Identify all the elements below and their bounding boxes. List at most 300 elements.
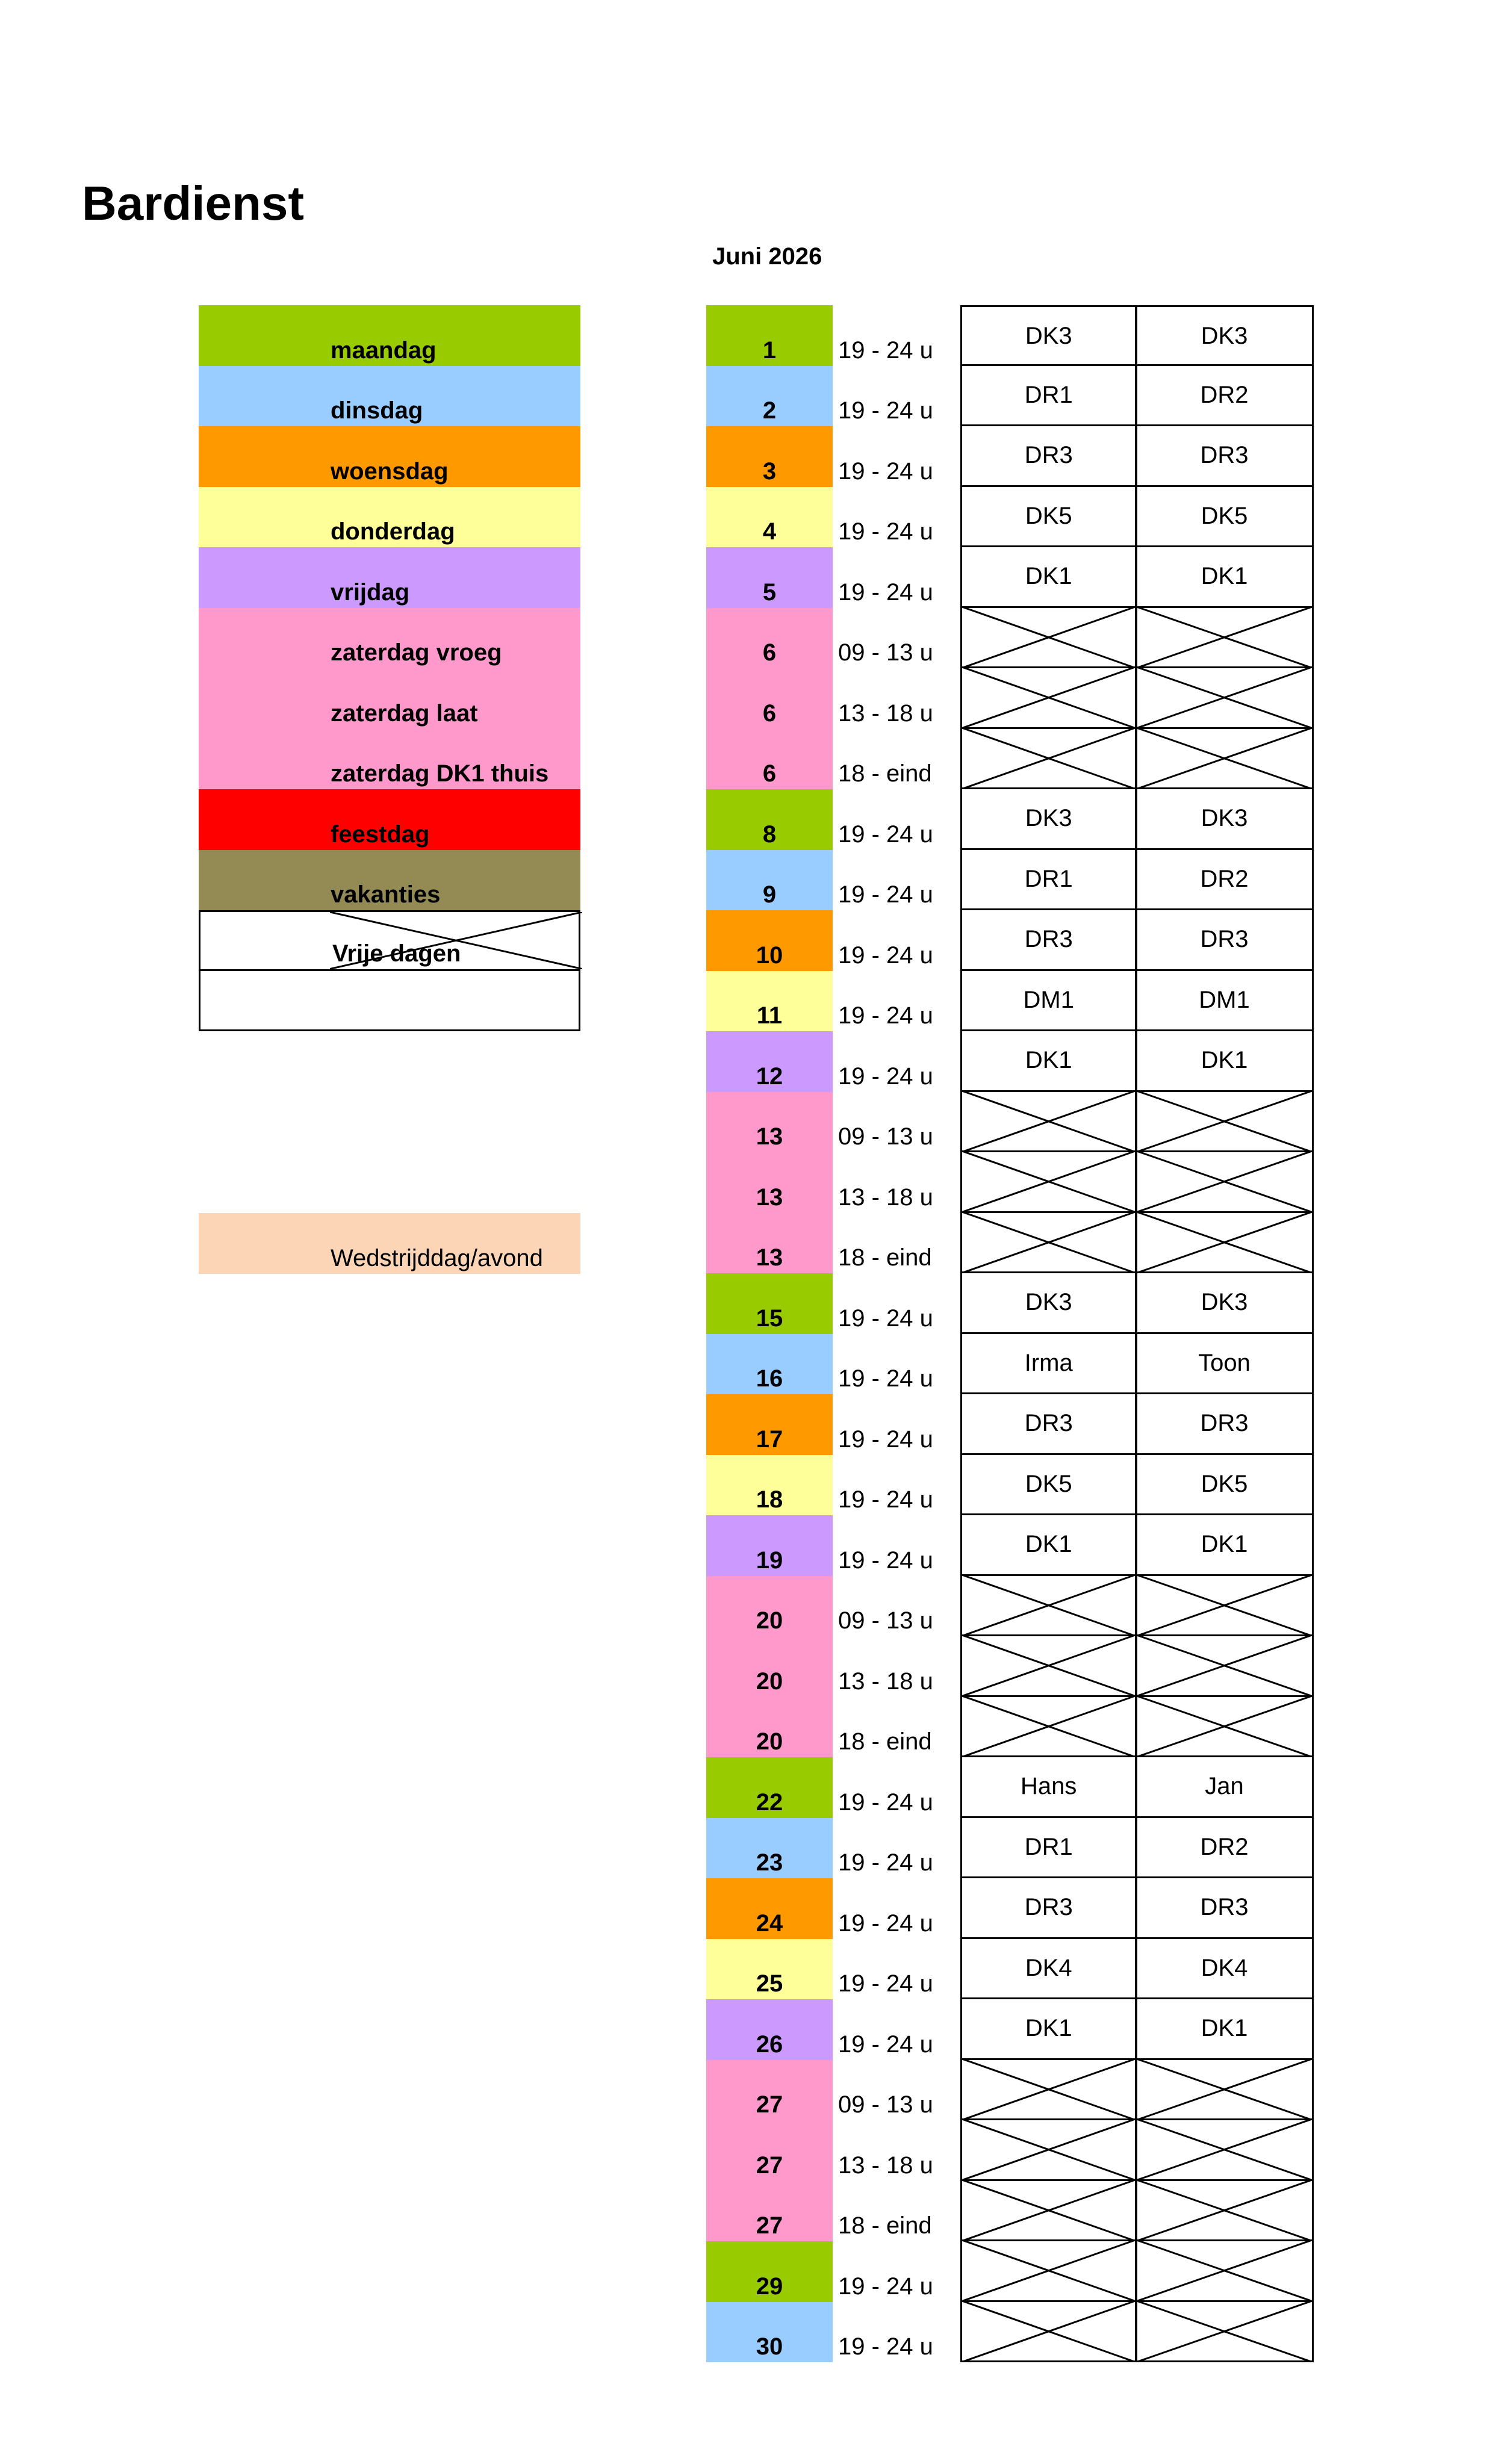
day-cell <box>706 1273 833 1334</box>
day-number: 22 <box>756 1789 783 1816</box>
assignment-text: DR3 <box>1200 926 1249 952</box>
assignment-text: DM1 <box>1199 986 1250 1013</box>
assignment-cell-2 <box>1135 2120 1314 2181</box>
assignment-text: DK3 <box>1025 1289 1072 1315</box>
time-slot: 19 - 24 u <box>838 1063 933 1090</box>
assignment-text: DK3 <box>1201 1289 1248 1315</box>
day-cell <box>706 547 833 608</box>
day-number: 6 <box>762 639 777 666</box>
assignment-text: DK1 <box>1025 2015 1072 2041</box>
assignment-cell-1 <box>960 1031 1137 1092</box>
cross-icon <box>1135 1574 1314 1637</box>
assignment-cell-2 <box>1135 910 1314 971</box>
time-slot: 19 - 24 u <box>838 518 933 545</box>
assignment-text: DR3 <box>1024 442 1073 468</box>
assignment-cell-1 <box>960 1455 1137 1516</box>
time-slot: 19 - 24 u <box>838 1789 933 1816</box>
cross-icon <box>1135 727 1314 790</box>
assignment-row <box>960 789 1314 850</box>
assignment-text: DK1 <box>1025 563 1072 589</box>
assignment-row <box>960 1394 1314 1455</box>
legend-label: dinsdag <box>331 397 423 424</box>
assignment-cell-2 <box>1135 2241 1314 2302</box>
assignment-cell-1 <box>960 789 1137 850</box>
assignment-cell-1 <box>960 2060 1137 2121</box>
assignment-cell-1 <box>960 971 1137 1032</box>
legend-item <box>199 487 580 548</box>
assignment-row <box>960 1273 1314 1334</box>
time-slot: 13 - 18 u <box>838 700 933 727</box>
legend-label: zaterdag DK1 thuis <box>331 760 549 787</box>
day-cell <box>706 1757 833 1818</box>
assignment-cell-2 <box>1135 1213 1314 1274</box>
day-number: 5 <box>762 579 777 606</box>
assignment-cell-2 <box>1135 487 1314 548</box>
assignment-cell-2 <box>1135 1092 1314 1153</box>
assignment-cell-2 <box>1135 1455 1314 1516</box>
assignment-cell-1 <box>960 487 1137 548</box>
assignment-row <box>960 1152 1314 1213</box>
assignment-cell-2 <box>1135 1394 1314 1455</box>
assignment-row <box>960 1757 1314 1818</box>
assignment-cell-1 <box>960 2120 1137 2181</box>
assignment-row <box>960 1515 1314 1576</box>
cross-icon <box>1135 2058 1314 2121</box>
time-slot: 09 - 13 u <box>838 639 933 666</box>
assignment-text: DR1 <box>1024 381 1073 408</box>
time-slot: 19 - 24 u <box>838 1910 933 1937</box>
assignment-text: DR2 <box>1200 381 1249 408</box>
time-slot: 19 - 24 u <box>838 2333 933 2360</box>
day-cell <box>706 2060 833 2121</box>
assignment-text: DK3 <box>1025 805 1072 831</box>
day-cell <box>706 1818 833 1879</box>
assignment-row <box>960 305 1314 366</box>
assignment-cell-2 <box>1135 1515 1314 1576</box>
assignment-cell-2 <box>1135 366 1314 427</box>
day-number: 9 <box>762 881 777 908</box>
time-slot: 19 - 24 u <box>838 1002 933 1029</box>
day-number: 19 <box>756 1547 783 1574</box>
assignment-cell-1 <box>960 1576 1137 1637</box>
assignment-cell-2 <box>1135 1031 1314 1092</box>
assignment-cell-1 <box>960 1092 1137 1153</box>
cross-icon <box>1135 1150 1314 1213</box>
day-number: 16 <box>756 1365 783 1392</box>
assignment-text: Toon <box>1198 1349 1251 1376</box>
cross-icon <box>1135 1634 1314 1697</box>
day-cell <box>706 1394 833 1455</box>
day-number: 20 <box>756 1607 783 1634</box>
legend-label: feestdag <box>331 821 430 848</box>
legend-label: Vrije dagen <box>332 940 461 967</box>
assignment-row <box>960 1818 1314 1879</box>
day-number: 27 <box>756 2152 783 2179</box>
day-cell <box>706 850 833 911</box>
day-number: 29 <box>756 2273 783 2300</box>
cross-icon <box>960 606 1137 669</box>
assignment-row <box>960 1092 1314 1153</box>
day-cell <box>706 789 833 850</box>
day-number: 13 <box>756 1244 783 1271</box>
legend-item <box>199 910 580 971</box>
assignment-cell-1 <box>960 1394 1137 1455</box>
day-number: 25 <box>756 1970 783 1997</box>
assignment-row <box>960 1334 1314 1395</box>
assignment-text: DK4 <box>1025 1954 1072 1981</box>
assignment-cell-1 <box>960 1334 1137 1395</box>
assignment-row <box>960 487 1314 548</box>
assignment-row <box>960 850 1314 911</box>
assignment-cell-1 <box>960 1878 1137 1939</box>
assignment-cell-1 <box>960 2181 1137 2242</box>
assignment-text: DK4 <box>1201 1954 1248 1981</box>
day-cell <box>706 487 833 548</box>
time-slot: 19 - 24 u <box>838 1365 933 1392</box>
assignment-cell-2 <box>1135 547 1314 608</box>
assignment-text: DR2 <box>1200 1833 1249 1860</box>
assignment-cell-2 <box>1135 1757 1314 1818</box>
legend-item <box>199 971 580 1032</box>
day-number: 6 <box>762 700 777 727</box>
assignment-cell-2 <box>1135 1273 1314 1334</box>
assignment-text: DR2 <box>1200 865 1249 892</box>
day-number: 8 <box>762 821 777 848</box>
assignment-row <box>960 910 1314 971</box>
day-cell <box>706 1455 833 1516</box>
cross-icon <box>960 727 1137 790</box>
time-slot: 19 - 24 u <box>838 458 933 485</box>
day-number: 1 <box>762 337 777 364</box>
assignment-row <box>960 2241 1314 2302</box>
assignment-cell-1 <box>960 2241 1137 2302</box>
assignment-row <box>960 608 1314 669</box>
assignment-text: DK1 <box>1025 1047 1072 1073</box>
legend-item <box>199 789 580 850</box>
day-number: 6 <box>762 760 777 787</box>
legend-label: Wedstrijddag/avond <box>331 1245 543 1271</box>
day-number: 27 <box>756 2091 783 2118</box>
day-number: 10 <box>756 942 783 969</box>
time-slot: 19 - 24 u <box>838 942 933 969</box>
time-slot: 19 - 24 u <box>838 2273 933 2300</box>
assignment-row <box>960 1213 1314 1274</box>
day-cell <box>706 305 833 366</box>
day-number: 17 <box>756 1426 783 1453</box>
day-cell <box>706 1697 833 1758</box>
cross-icon <box>1135 2239 1314 2302</box>
day-cell <box>706 729 833 790</box>
assignment-text: DK3 <box>1201 323 1248 349</box>
assignment-cell-2 <box>1135 608 1314 669</box>
day-cell <box>706 1152 833 1213</box>
day-number: 27 <box>756 2212 783 2239</box>
assignment-row <box>960 1999 1314 2060</box>
day-cell <box>706 910 833 971</box>
assignment-text: DK1 <box>1201 1531 1248 1557</box>
day-cell <box>706 1092 833 1153</box>
day-number: 30 <box>756 2333 783 2360</box>
day-number: 2 <box>762 397 777 424</box>
day-number: 4 <box>762 518 777 545</box>
legend-label: donderdag <box>331 518 455 545</box>
cross-icon <box>960 666 1137 729</box>
assignment-row <box>960 2120 1314 2181</box>
day-number: 26 <box>756 2031 783 2058</box>
assignment-cell-1 <box>960 1152 1137 1213</box>
legend-item <box>199 850 580 911</box>
assignment-row <box>960 426 1314 487</box>
assignment-cell-2 <box>1135 2181 1314 2242</box>
time-slot: 19 - 24 u <box>838 881 933 908</box>
day-cell <box>706 971 833 1032</box>
assignment-text: DR3 <box>1024 1894 1073 1920</box>
cross-icon <box>960 1090 1137 1153</box>
legend-item <box>199 366 580 427</box>
time-slot: 19 - 24 u <box>838 1486 933 1513</box>
assignment-text: DR3 <box>1200 1410 1249 1436</box>
month-heading: Juni 2026 <box>712 243 822 270</box>
day-cell <box>706 1636 833 1697</box>
assignment-cell-1 <box>960 1697 1137 1758</box>
assignment-cell-2 <box>1135 789 1314 850</box>
time-slot: 09 - 13 u <box>838 1607 933 1634</box>
assignment-cell-2 <box>1135 850 1314 911</box>
time-slot: 19 - 24 u <box>838 1849 933 1876</box>
day-cell <box>706 2181 833 2242</box>
assignment-text: DK5 <box>1201 502 1248 529</box>
assignment-cell-1 <box>960 729 1137 790</box>
assignment-row <box>960 2060 1314 2121</box>
day-cell <box>706 1576 833 1637</box>
assignment-row <box>960 1031 1314 1092</box>
assignment-cell-1 <box>960 1273 1137 1334</box>
cross-icon <box>1135 2118 1314 2181</box>
assignment-cell-1 <box>960 1636 1137 1697</box>
legend-label: woensdag <box>331 458 449 485</box>
assignment-row <box>960 1455 1314 1516</box>
day-cell <box>706 2120 833 2181</box>
legend-label: vrijdag <box>331 579 410 606</box>
time-slot: 18 - eind <box>838 760 932 787</box>
legend-label: vakanties <box>331 881 441 908</box>
assignment-text: DR3 <box>1200 442 1249 468</box>
assignment-row <box>960 2181 1314 2242</box>
cross-icon <box>960 2239 1137 2302</box>
assignment-text: DR3 <box>1200 1894 1249 1920</box>
assignment-row <box>960 547 1314 608</box>
day-number: 13 <box>756 1123 783 1150</box>
assignment-text: DK1 <box>1201 1047 1248 1073</box>
assignment-row <box>960 971 1314 1032</box>
day-cell <box>706 1878 833 1939</box>
time-slot: 19 - 24 u <box>838 337 933 364</box>
assignment-cell-2 <box>1135 1878 1314 1939</box>
legend-item <box>199 426 580 487</box>
assignment-text: Jan <box>1205 1773 1244 1799</box>
cross-icon <box>1135 2179 1314 2242</box>
assignment-cell-1 <box>960 1939 1137 2000</box>
assignment-text: DK1 <box>1201 2015 1248 2041</box>
assignment-text: DK5 <box>1025 1470 1072 1497</box>
day-number: 24 <box>756 1910 783 1937</box>
time-slot: 13 - 18 u <box>838 2152 933 2179</box>
page-title: Bardienst <box>82 176 304 230</box>
day-cell <box>706 426 833 487</box>
time-slot: 19 - 24 u <box>838 1970 933 1997</box>
legend-item-wedstrijd <box>199 1213 580 1274</box>
day-cell <box>706 2241 833 2302</box>
time-slot: 19 - 24 u <box>838 1426 933 1453</box>
cross-icon <box>960 1695 1137 1758</box>
assignment-cell-2 <box>1135 1999 1314 2060</box>
assignment-cell-2 <box>1135 1939 1314 2000</box>
legend-item <box>199 668 580 729</box>
assignment-cell-2 <box>1135 1152 1314 1213</box>
day-number: 23 <box>756 1849 783 1876</box>
assignment-cell-1 <box>960 608 1137 669</box>
assignment-cell-2 <box>1135 1697 1314 1758</box>
day-cell <box>706 1213 833 1274</box>
assignment-cell-2 <box>1135 1636 1314 1697</box>
assignment-cell-2 <box>1135 2060 1314 2121</box>
assignment-cell-2 <box>1135 1818 1314 1879</box>
cross-icon <box>1135 606 1314 669</box>
assignment-cell-1 <box>960 547 1137 608</box>
day-number: 12 <box>756 1063 783 1090</box>
assignment-cell-2 <box>1135 729 1314 790</box>
assignment-text: DK3 <box>1201 805 1248 831</box>
time-slot: 18 - eind <box>838 2212 932 2239</box>
assignment-text: DK5 <box>1201 1470 1248 1497</box>
assignment-cell-2 <box>1135 971 1314 1032</box>
day-number: 3 <box>762 458 777 485</box>
legend-item <box>199 547 580 608</box>
day-number: 13 <box>756 1184 783 1211</box>
cross-icon <box>960 2118 1137 2181</box>
day-cell <box>706 608 833 669</box>
assignment-text: DR3 <box>1024 1410 1073 1436</box>
cross-icon <box>1135 1695 1314 1758</box>
day-cell <box>706 366 833 427</box>
assignment-cell-1 <box>960 1757 1137 1818</box>
time-slot: 19 - 24 u <box>838 2031 933 2058</box>
legend-item <box>199 729 580 790</box>
assignment-row <box>960 1697 1314 1758</box>
time-slot: 19 - 24 u <box>838 1547 933 1574</box>
legend-label: zaterdag laat <box>331 700 478 727</box>
assignment-text: DR1 <box>1024 865 1073 892</box>
assignment-cell-1 <box>960 426 1137 487</box>
assignment-row <box>960 729 1314 790</box>
day-cell <box>706 1334 833 1395</box>
assignment-cell-1 <box>960 305 1137 366</box>
time-slot: 09 - 13 u <box>838 1123 933 1150</box>
day-number: 11 <box>756 1002 783 1029</box>
assignment-row <box>960 1878 1314 1939</box>
legend-item <box>199 608 580 669</box>
day-number: 15 <box>756 1305 783 1332</box>
assignment-row <box>960 668 1314 729</box>
day-number: 20 <box>756 1668 783 1695</box>
cross-icon <box>960 2300 1137 2363</box>
day-number: 18 <box>756 1486 783 1513</box>
cross-icon <box>960 1574 1137 1637</box>
assignment-text: DK3 <box>1025 323 1072 349</box>
assignment-cell-2 <box>1135 1576 1314 1637</box>
assignment-text: Hans <box>1021 1773 1077 1799</box>
assignment-text: DK5 <box>1025 502 1072 529</box>
cross-icon <box>960 1150 1137 1213</box>
day-cell <box>706 1939 833 2000</box>
assignment-cell-1 <box>960 1213 1137 1274</box>
assignment-text: DR3 <box>1024 926 1073 952</box>
time-slot: 19 - 24 u <box>838 1305 933 1332</box>
legend-label: zaterdag vroeg <box>331 639 502 666</box>
day-cell <box>706 2302 833 2363</box>
assignment-cell-1 <box>960 2302 1137 2363</box>
assignment-text: Irma <box>1024 1349 1073 1376</box>
legend-item <box>199 305 580 366</box>
assignment-cell-1 <box>960 1999 1137 2060</box>
time-slot: 13 - 18 u <box>838 1184 933 1211</box>
day-cell <box>706 668 833 729</box>
assignment-row <box>960 1636 1314 1697</box>
cross-icon <box>960 1211 1137 1274</box>
assignment-cell-1 <box>960 910 1137 971</box>
assignment-cell-2 <box>1135 2302 1314 2363</box>
day-cell <box>706 1031 833 1092</box>
day-number: 20 <box>756 1728 783 1755</box>
time-slot: 13 - 18 u <box>838 1668 933 1695</box>
assignment-row <box>960 1576 1314 1637</box>
time-slot: 18 - eind <box>838 1244 932 1271</box>
time-slot: 09 - 13 u <box>838 2091 933 2118</box>
legend <box>199 305 580 1031</box>
day-cell <box>706 1515 833 1576</box>
time-slot: 18 - eind <box>838 1728 932 1755</box>
time-slot: 19 - 24 u <box>838 821 933 848</box>
cross-icon <box>1135 1090 1314 1153</box>
assignment-cell-2 <box>1135 305 1314 366</box>
assignment-cell-1 <box>960 668 1137 729</box>
cross-icon <box>1135 2300 1314 2363</box>
assignment-row <box>960 2302 1314 2363</box>
cross-icon <box>960 1634 1137 1697</box>
assignment-cell-2 <box>1135 426 1314 487</box>
assignment-cell-1 <box>960 366 1137 427</box>
time-slot: 19 - 24 u <box>838 579 933 606</box>
cross-icon <box>1135 666 1314 729</box>
assignment-text: DR1 <box>1024 1833 1073 1860</box>
assignment-cell-2 <box>1135 1334 1314 1395</box>
assignment-row <box>960 1939 1314 2000</box>
cross-icon <box>960 2058 1137 2121</box>
legend-label: maandag <box>331 337 437 364</box>
cross-icon <box>960 2179 1137 2242</box>
assignment-cell-1 <box>960 1515 1137 1576</box>
assignment-text: DK1 <box>1025 1531 1072 1557</box>
assignment-cell-1 <box>960 850 1137 911</box>
assignment-cell-2 <box>1135 668 1314 729</box>
assignment-cell-1 <box>960 1818 1137 1879</box>
schedule-grid <box>960 305 1314 2362</box>
day-cell <box>706 1999 833 2060</box>
cross-icon <box>1135 1211 1314 1274</box>
time-slot: 19 - 24 u <box>838 397 933 424</box>
assignment-row <box>960 366 1314 427</box>
assignment-text: DM1 <box>1023 986 1074 1013</box>
